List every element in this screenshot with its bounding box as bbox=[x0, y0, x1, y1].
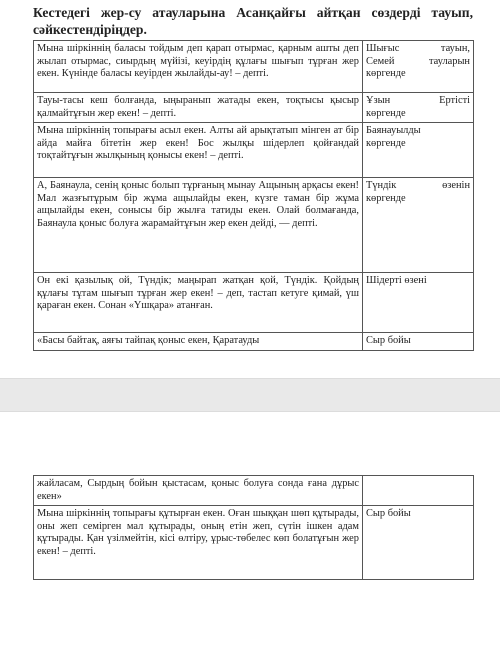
place-cell bbox=[363, 476, 474, 506]
table-row bbox=[34, 123, 474, 178]
place-cell bbox=[363, 123, 474, 178]
place-cell bbox=[363, 41, 474, 93]
place-cell bbox=[363, 273, 474, 333]
quote-cell: Мына шіркіннің топырағы құтырған екен. Оған шыққан шөп құтырады, оны жеп семірген мал құтырады, оның етін жеп, сүтін ішкен адам құтырады. Қан үзілмейтін, кісі өлтіру, ұрыс-төбелес көп болатұғын жер екен! – депті. bbox=[34, 506, 363, 580]
place-cell bbox=[363, 333, 474, 351]
place-line: Сыр бойы bbox=[366, 508, 411, 520]
table-row bbox=[34, 273, 474, 333]
table-row bbox=[34, 178, 474, 273]
place-line: көргенде bbox=[366, 192, 406, 204]
document-page-2 bbox=[0, 412, 500, 670]
table-row bbox=[34, 333, 474, 351]
place-cell bbox=[363, 506, 474, 580]
place-cell bbox=[363, 93, 474, 123]
place-line: Сыр бойы bbox=[366, 335, 411, 347]
place-line: көргенде bbox=[366, 68, 406, 80]
place-line: Ұзын Ертісті bbox=[366, 95, 470, 106]
place-cell bbox=[363, 178, 474, 273]
table-row bbox=[34, 41, 474, 93]
place-line: Шығыс тауын, bbox=[366, 43, 470, 54]
quote-cell: «Басы байтақ, аяғы тайпақ қоныс екен, Қаратауды bbox=[34, 333, 363, 351]
table-row bbox=[34, 476, 474, 506]
place-line: Түндік өзенін bbox=[366, 180, 470, 192]
matching-table-top bbox=[33, 40, 474, 351]
quote-cell: Он екі қазылық ой, Түндік; маңырап жатқан қой, Түндік. Қойдың құлағы тұтам шығып тұрған жер екен! – деп, тастап кетуге қимай, үш қараған екен. Сонан «Үшқара» атанған. bbox=[34, 273, 363, 333]
place-line: Баянауылды bbox=[366, 125, 421, 137]
table-row bbox=[34, 93, 474, 123]
place-line: Семей тауларын bbox=[366, 55, 470, 67]
quote-cell: Мына шіркіннің баласы тойдым деп қарап отырмас, қарным ашты деп жылап отырмас, сиырдың мүйізі, кеуірдің құлағы шығып тұрған жер екен. Күнінде баласы кеуірден жылайды-ау! – депті. bbox=[34, 41, 363, 93]
place-line: Шідерті өзені bbox=[366, 275, 427, 287]
page-gap bbox=[0, 378, 500, 412]
place-line: көргенде bbox=[366, 107, 406, 119]
quote-cell: Мына шіркіннің топырағы асыл екен. Алты ай арықтатып мінген ат бір айда майға бітетін жер екен! Бос жылқы шідерлеп қойғандай тоқтайтұғын жылқының қонысы екен! – депті. bbox=[34, 123, 363, 178]
task-title: Кестедегі жер-су атауларына Асанқайғы айтқан сөздерді тауып, сәйкестендіріңдер. bbox=[33, 5, 473, 37]
matching-table-bottom bbox=[33, 475, 474, 580]
quote-cell: А, Баянаула, сенің қоныс болып тұрғаның мынау Ащының арқасы екен! Мал жазғытұрым бір жұма ащылайды екен, күзге таман бір жұма ащылайды екен, соныcы бір жылға татиды екен. Олай болмағанда, Баянаула қоныс болуға жарамайтұғын жер екен дейді, — депті. bbox=[34, 178, 363, 273]
table-row bbox=[34, 506, 474, 580]
quote-cell: Тауы-тасы кеш болғанда, ыңыранып жатады екен, тоқтысы қысыр қалмайтұғын жер екен! – депті. bbox=[34, 93, 363, 123]
place-line: көргенде bbox=[366, 137, 406, 149]
quote-cell: жайласам, Сырдың бойын қыстасам, қоныс болуға сонда ғана дұрыс екен» bbox=[34, 476, 363, 506]
